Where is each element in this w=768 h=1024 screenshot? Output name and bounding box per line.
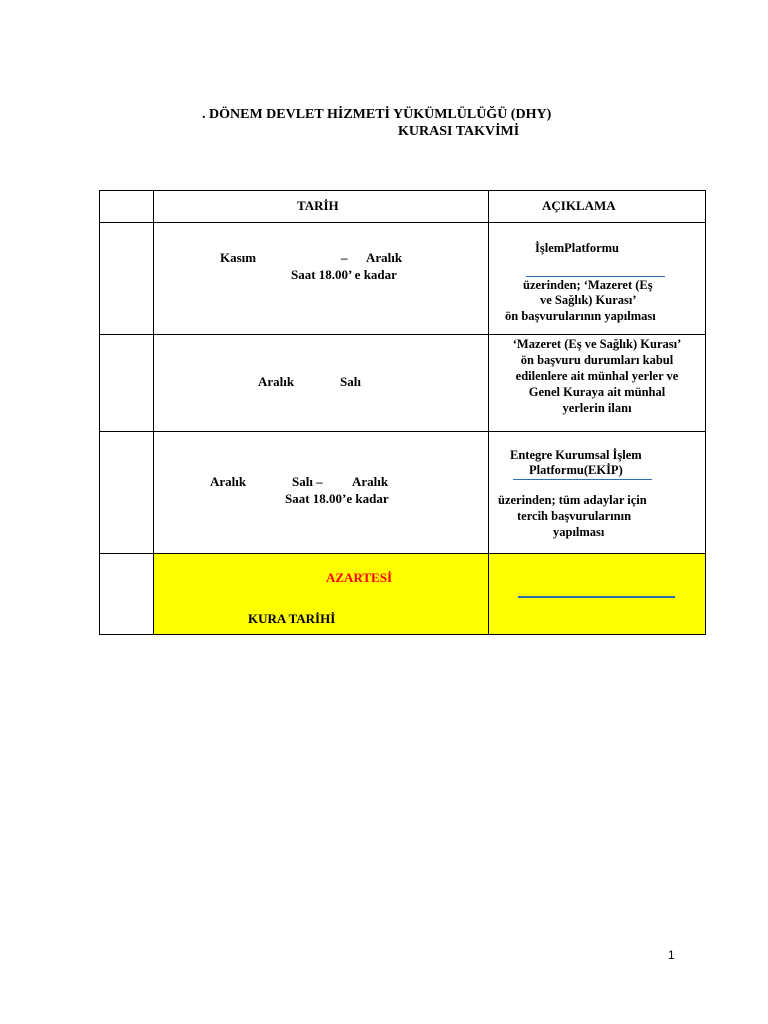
draw-date-row: [100, 554, 706, 635]
date-month-start: Kasım: [220, 250, 257, 265]
row-no-cell: [100, 432, 154, 554]
table-row: [100, 335, 706, 432]
table-row: [100, 223, 706, 335]
description-line: ‘Mazeret (Eş ve Sağlık) Kurası’: [512, 337, 682, 351]
description-line: üzerinden; tüm adaylar için: [498, 493, 647, 507]
row-no-cell: [100, 335, 154, 432]
header-description-label: AÇIKLAMA: [542, 198, 616, 213]
row-date-cell: [154, 223, 489, 335]
description-line: edilenlere ait münhal yerler ve: [515, 369, 679, 383]
date-month-end: Aralık: [352, 474, 389, 489]
header-date: [154, 191, 489, 223]
draw-weekday: AZARTESİ: [326, 570, 393, 585]
header-no: [100, 191, 154, 223]
page-number: 1: [668, 948, 675, 962]
document-title-line1: . DÖNEM DEVLET HİZMETİ YÜKÜMLÜLÜĞÜ (DHY): [202, 107, 552, 122]
description-line: Entegre Kurumsal İşlem: [510, 448, 642, 462]
description-line: yapılması: [553, 525, 605, 539]
blank-underline: [526, 276, 665, 277]
row-no-cell: [100, 223, 154, 335]
draw-date-cell: [154, 554, 489, 635]
description-line: ve Sağlık) Kurası’: [540, 293, 637, 307]
description-line: tercih başvurularının: [517, 509, 632, 523]
date-month: Aralık: [258, 374, 295, 389]
row-no-cell: [100, 554, 154, 635]
document-title-line2: KURASI TAKVİMİ: [398, 124, 520, 139]
date-deadline: Saat 18.00’e kadar: [285, 491, 389, 506]
description-line: üzerinden; ‘Mazeret (Eş: [523, 278, 653, 292]
header-description: [489, 191, 706, 223]
description-line: ön başvurularının yapılması: [505, 309, 656, 323]
row-description-cell: [489, 223, 706, 335]
row-date-cell: [154, 335, 489, 432]
date-month-start: Aralık: [210, 474, 247, 489]
description-line: Platformu(EKİP): [529, 463, 623, 477]
header-date-label: TARİH: [297, 198, 339, 213]
description-line: İşlemPlatformu: [535, 241, 620, 255]
date-weekday: Salı: [340, 374, 361, 389]
row-description-cell: [489, 335, 706, 432]
draw-date-label: KURA TARİHİ: [248, 611, 336, 626]
description-line: ön başvuru durumları kabul: [520, 353, 674, 367]
schedule-table: [99, 190, 706, 635]
date-month-end: Aralık: [366, 250, 403, 265]
blank-underline: [513, 479, 652, 480]
blank-underline: [518, 596, 675, 598]
row-description-cell: [489, 432, 706, 554]
table-header-row: [100, 191, 706, 223]
date-dash: –: [341, 250, 348, 265]
description-line: Genel Kuraya ait münhal: [528, 385, 666, 399]
draw-description-cell: [489, 554, 706, 635]
description-line: yerlerin ilanı: [562, 401, 632, 415]
table-row: [100, 432, 706, 554]
date-weekday: Salı –: [292, 474, 323, 489]
date-deadline: Saat 18.00’ e kadar: [291, 267, 397, 282]
row-date-cell: [154, 432, 489, 554]
